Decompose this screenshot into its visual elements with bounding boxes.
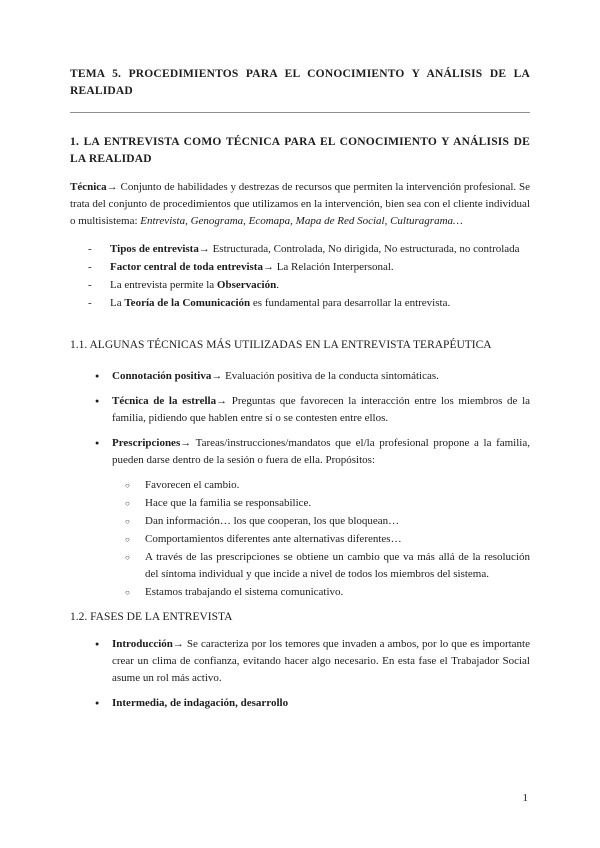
list-item (125, 531, 530, 548)
list-item (88, 295, 530, 312)
page-number: 1 (522, 792, 528, 804)
item-term: Observación (216, 279, 277, 291)
list-item-text (112, 435, 530, 469)
item-pre: La (110, 297, 125, 309)
item-term: Introducción (112, 638, 173, 650)
item-term: Connotación positiva (112, 370, 212, 382)
item-term: Intermedia, de indagación, desarrollo (112, 697, 289, 709)
list-item (88, 259, 530, 276)
title-divider (70, 112, 530, 113)
circle-marker: ○ (125, 481, 130, 490)
item-term: Factor central de toda entrevista (110, 261, 263, 273)
item-rest: es fundamental para desarrollar la entrevista. (250, 297, 451, 309)
list-item-text (112, 368, 530, 385)
item-rest: → Tareas/instrucciones/mandatos que el/la profesional propone a la familia, pueden darse dentro de la sesión o fuera de ella. Propósitos: (112, 437, 530, 466)
list-item-text: Dan información… los que cooperan, los que bloquean… (145, 515, 400, 527)
bullet-marker: ● (95, 439, 100, 447)
list-item (95, 393, 530, 427)
item-rest: → Estructurada, Controlada, No dirigida, No estructurada, no controlada (198, 243, 520, 255)
section-1-1-heading: 1.1. ALGUNAS TÉCNICAS MÁS UTILIZADAS EN LA ENTREVISTA TERAPÉUTICA (70, 339, 492, 351)
list-item (125, 549, 530, 583)
circle-marker: ○ (125, 499, 130, 508)
tecnica-body: → Conjunto de habilidades y destrezas de recursos que permiten la intervención profesional. Se trata del conjunto de procedimientos que utilizamos en la intervención, bien sea con el cliente individual o multisistema: (70, 181, 530, 227)
item-term: Prescripciones (112, 437, 181, 449)
list-item-text (110, 295, 530, 312)
circle-marker: ○ (125, 588, 130, 597)
tecnica-examples: Entrevista, Genograma, Ecomapa, Mapa de Red Social, Culturagrama… (140, 215, 463, 227)
item-rest: → Se caracteriza por los temores que invaden a ambos, por lo que es importante crear un clima de confianza, evitando hacer algo necesario. En esta fase el Trabajador Social asume un rol más activo. (112, 638, 530, 684)
list-item (125, 513, 530, 530)
list-item (125, 495, 530, 512)
list-item (95, 435, 530, 469)
list-item-text (112, 695, 530, 712)
item-rest: → Evaluación positiva de la conducta sintomáticas. (211, 370, 439, 382)
list-item (95, 636, 530, 687)
list-item-text (110, 259, 530, 276)
list-item (95, 368, 530, 385)
circle-marker: ○ (125, 535, 130, 544)
section-1-heading: 1. LA ENTREVISTA COMO TÉCNICA PARA EL CONOCIMIENTO Y ANÁLISIS DE LA REALIDAD (70, 136, 530, 165)
fases-bullet-list (70, 636, 530, 712)
section-1-2-heading: 1.2. FASES DE LA ENTREVISTA (70, 611, 233, 623)
list-item-text: Hace que la familia se responsabilice. (145, 497, 312, 509)
tecnica-paragraph (70, 179, 530, 230)
dash-marker: - (88, 243, 92, 255)
item-term: Tipos de entrevista (110, 243, 199, 255)
list-item-text: Estamos trabajando el sistema comunicativo. (145, 586, 344, 598)
document-title: TEMA 5. PROCEDIMIENTOS PARA EL CONOCIMIENTO Y ANÁLISIS DE LA REALIDAD (70, 68, 530, 97)
list-item (125, 584, 530, 601)
item-rest: → Preguntas que favorecen la interacción entre los miembros de la familia, pidiendo que hablen entre sí o se contesten entre ellos. (112, 395, 531, 424)
item-pre: La entrevista permite la (110, 279, 217, 291)
dash-marker: - (88, 279, 92, 291)
list-item-text (112, 393, 530, 427)
list-item (88, 277, 530, 294)
item-rest: . (276, 279, 279, 291)
list-item (95, 695, 530, 712)
bullet-marker: ● (95, 640, 100, 648)
list-item-text (112, 636, 530, 687)
tecnica-term: Técnica (70, 181, 107, 193)
item-term: Técnica de la estrella (112, 395, 217, 407)
entrevista-dash-list (70, 241, 530, 312)
list-item-text: Comportamientos diferentes ante alternativas diferentes… (145, 533, 402, 545)
dash-marker: - (88, 297, 92, 309)
list-item (88, 241, 530, 258)
bullet-marker: ● (95, 372, 100, 380)
circle-marker: ○ (125, 553, 130, 562)
bullet-marker: ● (95, 397, 100, 405)
list-item-text: Favorecen el cambio. (145, 479, 240, 491)
propositos-sub-list (70, 477, 530, 601)
item-term: Teoría de la Comunicación (124, 297, 251, 309)
list-item-text: A través de las prescripciones se obtiene un cambio que va más allá de la resolución del síntoma individual y que incide a nivel de todos los miembros del sistema. (145, 551, 530, 580)
list-item-text (110, 241, 530, 258)
bullet-marker: ● (95, 699, 100, 707)
dash-marker: - (88, 261, 92, 273)
list-item (125, 477, 530, 494)
list-item-text (110, 277, 530, 294)
circle-marker: ○ (125, 517, 130, 526)
item-rest: → La Relación Interpersonal. (262, 261, 394, 273)
tecnicas-bullet-list (70, 368, 530, 469)
